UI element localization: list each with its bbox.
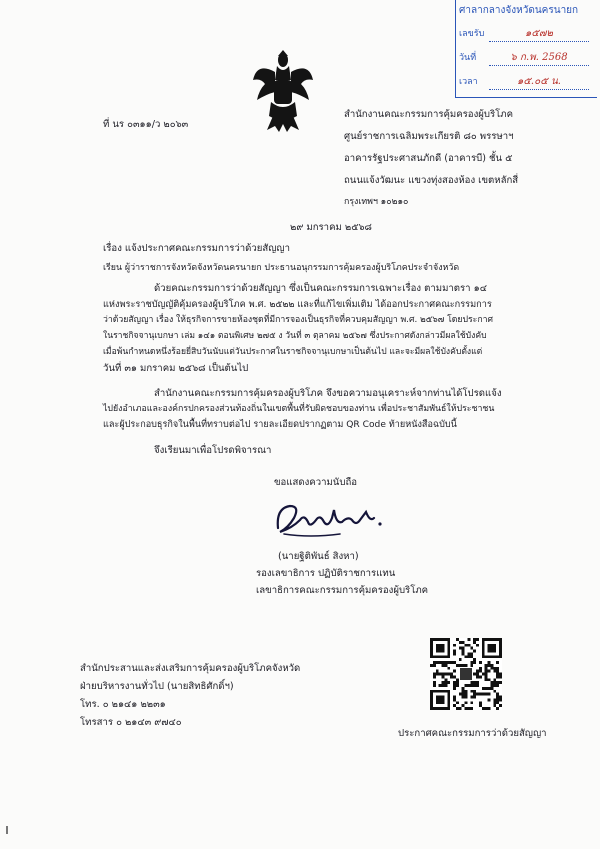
sender-address-line: สำนักงานคณะกรรมการคุ้มครองผู้บริโภค xyxy=(344,109,514,120)
handwritten-signature xyxy=(270,498,390,544)
stamp-row-time: เวลา ๑๕.๐๕ น. xyxy=(459,74,594,90)
stamp-row-number: เลขรับ ๑๕๗๒ xyxy=(459,26,594,42)
paragraph-line: วันที่ ๓๑ มกราคม ๒๕๖๘ เป็นต้นไป xyxy=(103,363,249,374)
qr-code[interactable] xyxy=(430,638,502,710)
stamp-title: ศาลากลางจังหวัดนครนายก xyxy=(459,5,579,16)
closing-phrase: ขอแสดงความนับถือ xyxy=(274,477,358,488)
garuda-emblem-icon xyxy=(251,50,315,134)
paragraph-line: ด้วยคณะกรรมการว่าด้วยสัญญา ซึ่งเป็นคณะกรรมการเฉพาะเรื่อง ตามมาตรา ๑๔ xyxy=(154,283,487,294)
reference-number: ที่ นร ๐๓๑๑/ว ๒๐๖๓ xyxy=(103,119,189,130)
letter-date: ๒๙ มกราคม ๒๕๖๘ xyxy=(290,222,372,233)
paragraph-line: เมื่อพ้นกำหนดหนึ่งร้อยยี่สิบวันนับแต่วันประกาศในราชกิจจานุเบกษาเป็นต้นไป และจะมีผลใช้บังคับตั้งแต่ xyxy=(103,347,483,357)
signer-name: (นายฐิติพันธ์ สิงหา) xyxy=(278,551,359,562)
receipt-stamp xyxy=(455,0,597,98)
footer-line: สำนักประสานและส่งเสริมการคุ้มครองผู้บริโภคจังหวัด xyxy=(80,663,301,674)
footer-line: โทร. ๐ ๒๑๔๑ ๒๒๓๑ xyxy=(80,699,166,710)
signer-title: รองเลขาธิการ ปฏิบัติราชการแทน xyxy=(256,568,396,579)
paragraph-line: แห่งพระราชบัญญัติคุ้มครองผู้บริโภค พ.ศ. ๒๕๒๒ และที่แก้ไขเพิ่มเติม ได้ออกประกาศคณะกรรมการ xyxy=(103,299,492,310)
paragraph-line: และผู้ประกอบธุรกิจในพื้นที่ทราบต่อไป รายละเอียดปรากฏตาม QR Code ท้ายหนังสือฉบับนี้ xyxy=(103,420,457,430)
letter-subject: เรื่อง แจ้งประกาศคณะกรรมการว่าด้วยสัญญา xyxy=(103,243,290,254)
paragraph-line: สำนักงานคณะกรรมการคุ้มครองผู้บริโภค จึงขอความอนุเคราะห์จากท่านได้โปรดแจ้ง xyxy=(154,388,502,399)
sender-address-line: อาคารรัฐประศาสนภักดี (อาคารบี) ชั้น ๕ xyxy=(344,153,513,164)
paragraph-line: ไปยังอำเภอและองค์กรปกครองส่วนท้องถิ่นในเขตพื้นที่รับผิดชอบของท่าน เพื่อประชาสัมพันธ์ให้ประชาชน xyxy=(103,404,495,414)
paragraph-line: ในราชกิจจานุเบกษา เล่ม ๑๔๑ ตอนพิเศษ ๒๗๕ ง วันที่ ๓ ตุลาคม ๒๕๖๗ ซึ่งประกาศดังกล่าวมีผลใช้บังคับ xyxy=(103,331,487,341)
signer-title: เลขาธิการคณะกรรมการคุ้มครองผู้บริโภค xyxy=(256,585,429,596)
sender-address-line: ศูนย์ราชการเฉลิมพระเกียรติ ๘๐ พรรษาฯ xyxy=(344,131,514,142)
letter-recipient: เรียน ผู้ว่าราชการจังหวัดจังหวัดนครนายก ประธานอนุกรรมการคุ้มครองผู้บริโภคประจำจังหวัด xyxy=(103,263,460,273)
margin-mark xyxy=(6,826,8,834)
footer-line: ฝ่ายบริหารงานทั่วไป (นายสิทธิศักดิ์ฯ) xyxy=(80,681,234,692)
qr-caption: ประกาศคณะกรรมการว่าด้วยสัญญา xyxy=(398,728,547,739)
footer-line: โทรสาร ๐ ๒๑๔๓ ๙๗๔๐ xyxy=(80,717,182,728)
sender-address-line: กรุงเทพฯ ๑๐๒๑๐ xyxy=(344,197,409,207)
closing-request: จึงเรียนมาเพื่อโปรดพิจารณา xyxy=(154,445,272,456)
sender-address-line: ถนนแจ้งวัฒนะ แขวงทุ่งสองห้อง เขตหลักสี่ xyxy=(344,175,519,186)
paragraph-line: ว่าด้วยสัญญา เรื่อง ให้ธุรกิจการขายห้องชุดที่มีการจองเป็นธุรกิจที่ควบคุมสัญญา พ.ศ. ๒๕๖๗ โดยประกาศ xyxy=(103,315,493,325)
stamp-row-date: วันที่ ๖ ก.พ. 2568 xyxy=(459,50,594,66)
